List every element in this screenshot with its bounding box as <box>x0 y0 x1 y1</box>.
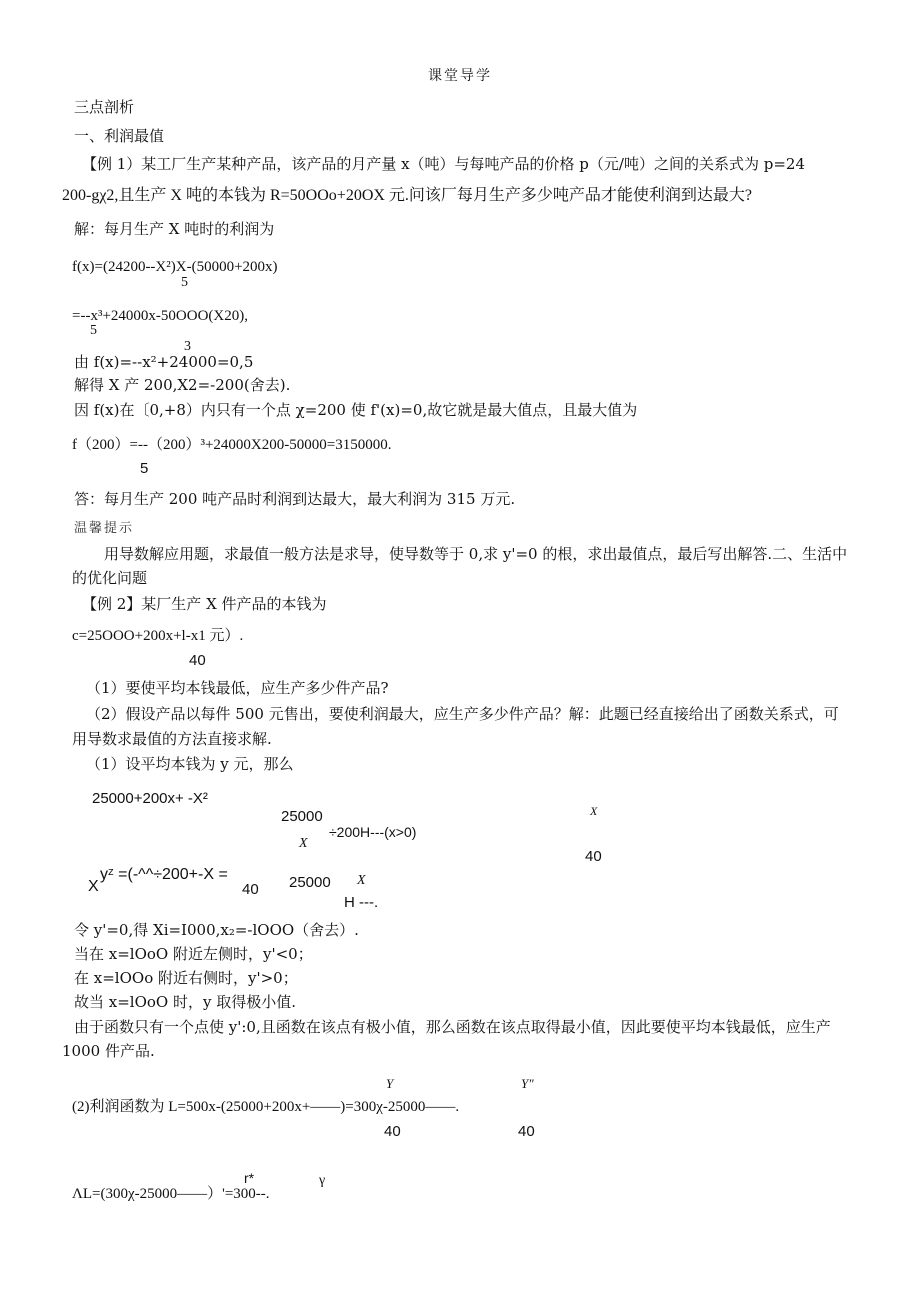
denominator-5: 5 <box>181 275 188 290</box>
profit-function-line: (2)利润函数为 L=500x-(25000+200x+——)=300χ-25000——. <box>72 1099 460 1115</box>
variable-x: X <box>299 836 308 851</box>
right-side-line: 在 x=lOOo 附近右侧时，y'>0； <box>74 969 298 987</box>
conclusion-line2: 1000 件产品. <box>62 1042 155 1060</box>
profit-function: f(x)=(24200--X²)X-(50000+200x) <box>72 259 278 275</box>
critical-point-line: 令 y'=0,得 Xi=I000,x₂=-lOOO（舍去）. <box>74 921 359 939</box>
denominator-40: 40 <box>585 848 602 865</box>
solve-line: 解得 X 产 200,X2=-200(舍去). <box>74 376 291 394</box>
conclusion-line1: 由于函数只有一个点使 y':0,且函数在该点有极小值，那么函数在该点取得最小值，因此要使平均本钱最低，应生产 <box>74 1018 831 1036</box>
minimum-line: 故当 x=lOoO 时，y 取得极小值. <box>74 993 296 1011</box>
derivative-line: 由 f(x)=--x²+24000=0,5 <box>74 353 254 371</box>
tip-line1: 用导数解应用题，求最值一般方法是求导，使导数等于 0,求 y'=0 的根，求出最值点，最后写出解答.二、生活中 <box>104 545 848 563</box>
question1: （1）要使平均本钱最低，应生产多少件产品? <box>86 679 389 697</box>
cost-function: c=25OOO+200x+l-x1 元）. <box>72 628 244 644</box>
denominator-40: 40 <box>384 1123 401 1140</box>
variable-x: X <box>357 873 366 888</box>
variable-x: X <box>590 804 598 818</box>
tip-title: 温馨提示 <box>74 521 135 536</box>
question2-line1: （2）假设产品以每件 500 元售出，要使利润最大，应生产多少件产品？解：此题已经直接给出了函数关系式，可 <box>86 705 839 723</box>
derivative-expression: yᶻ =(-^^÷200+-X = <box>100 866 228 883</box>
max-value-line: f（200）=--（200）³+24000X200-50000=3150000. <box>72 437 392 453</box>
term-25000: 25000 <box>289 874 331 891</box>
answer1: 答：每月生产 200 吨产品时利润到达最大，最大利润为 315 万元. <box>74 490 516 508</box>
h-dash-term: H ---. <box>344 894 379 911</box>
page-header: 课堂导学 <box>428 68 492 84</box>
subsection-title: 一、利润最值 <box>74 127 165 145</box>
example1-line1: 【例 1）某工厂生产某种产品，该产品的月产量 x（吨）与每吨产品的价格 p（元/吨）之间的关系式为 p=24 <box>82 155 805 173</box>
numerator-y: Y <box>386 1076 394 1091</box>
denominator-40: 40 <box>242 881 259 898</box>
section-title: 三点剖析 <box>74 98 135 116</box>
denominator-5: 5 <box>140 460 149 477</box>
denominator-5: 5 <box>90 323 97 338</box>
question2-line2: 用导数求最值的方法直接求解. <box>72 730 272 748</box>
solution1-intro: 解：每月生产 X 吨时的利润为 <box>74 220 275 238</box>
numerator-gamma: γ <box>319 1173 326 1188</box>
left-side-line: 当在 x=lOoO 附近左侧时，y'<0； <box>74 945 313 963</box>
average-cost-numerator: 25000+200x+ -X² <box>92 790 208 807</box>
tip-line2: 的优化问题 <box>72 569 148 587</box>
example1-line2: 200-gχ2,且生产 X 吨的本钱为 R=50OOo+20OX 元.问该厂每月生产多少吨产品才能使利润到达最大? <box>62 187 753 204</box>
plus-200-term: ÷200H---(x>0) <box>329 824 417 840</box>
only-point-line: 因 f(x)在〔0,+8）内只有一个点 χ=200 使 f'(x)=0,故它就是最大值点，且最大值为 <box>74 401 638 419</box>
numerator-y: Y″ <box>521 1076 534 1091</box>
denominator-40: 40 <box>189 652 206 669</box>
example2-title: 【例 2】某厂生产 X 件产品的本钱为 <box>82 595 327 613</box>
profit-derivative-line: ΛL=(300χ-25000——）'=300--. <box>72 1186 270 1202</box>
solution2-setup: （1）设平均本钱为 y 元，那么 <box>86 755 294 773</box>
numerator-r-star: r* <box>244 1170 255 1186</box>
variable-x-large: X <box>88 878 99 895</box>
denominator-40: 40 <box>518 1123 535 1140</box>
numerator-3: 3 <box>184 339 191 354</box>
expanded-function: =--x³+24000x-50OOO(X20), <box>72 308 248 324</box>
term-25000: 25000 <box>281 808 323 825</box>
